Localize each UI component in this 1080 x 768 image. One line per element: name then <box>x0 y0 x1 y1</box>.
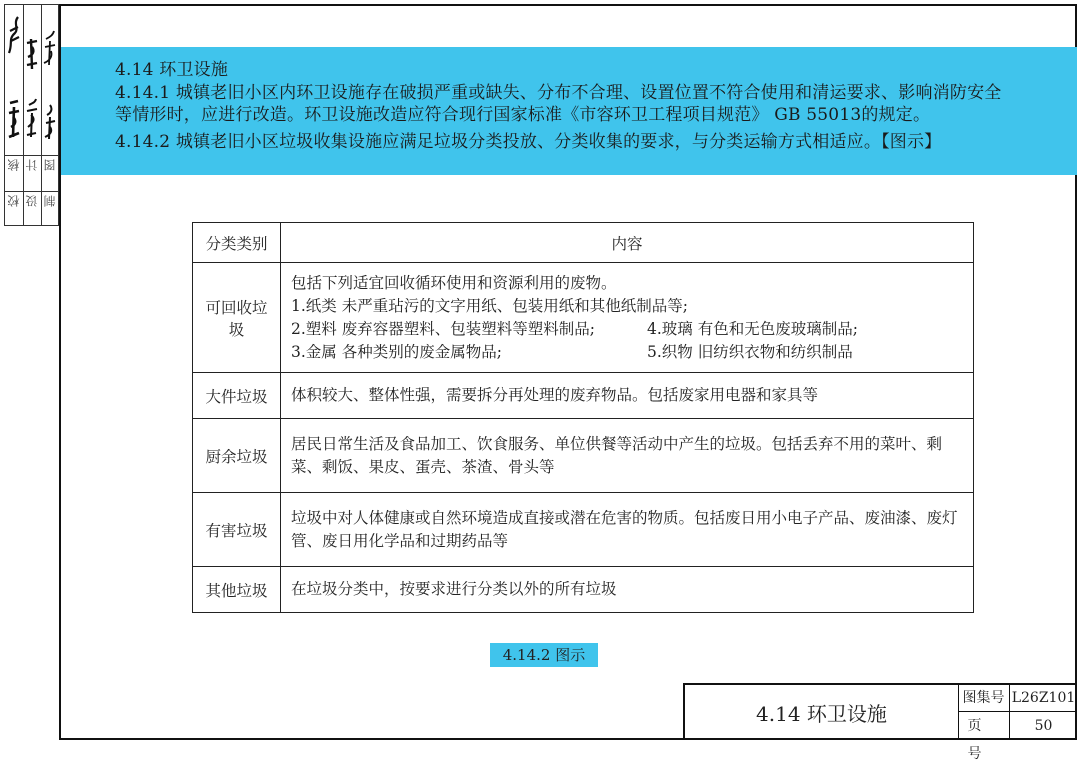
content-cell <box>281 263 974 373</box>
content-line: 4.玻璃 有色和无色废玻璃制品; <box>647 319 858 338</box>
table-header-row <box>193 223 974 263</box>
atlas-number-value: L26Z101 <box>1010 685 1077 712</box>
category-cell: 可回收垃圾 <box>193 263 281 373</box>
label-plan: 计 <box>25 159 39 171</box>
table-row <box>193 373 974 419</box>
handwritten-signature-3 <box>41 27 59 71</box>
signature-strip <box>4 4 59 226</box>
header-category: 分类类别 <box>193 223 281 263</box>
content-cell: 垃圾中对人体健康或自然环境造成直接或潜在危害的物质。包括废日用小电子产品、废油漆、废灯管、废日用化学品和过期药品等 <box>281 493 974 567</box>
label-design: 设 <box>25 195 39 207</box>
clause-4-14-1: 4.14.1 城镇老旧小区内环卫设施存在破损严重或缺失、分布不合理、设置位置不符合使用和清运要求、影响消防安全 <box>115 83 1002 103</box>
handwritten-signature-6 <box>41 97 59 141</box>
label-drawing: 图 <box>43 159 57 171</box>
content-line: 5.织物 旧纺织衣物和纺织制品 <box>647 342 853 361</box>
figure-caption: 4.14.2 图示 <box>490 643 598 667</box>
table-row <box>193 419 974 493</box>
waste-classification-table <box>192 222 974 613</box>
label-draw: 制 <box>43 195 57 207</box>
handwritten-signature-2 <box>23 29 41 73</box>
table-row <box>193 567 974 613</box>
header-content: 内容 <box>281 223 974 263</box>
handwritten-signature-1 <box>5 13 23 57</box>
page-number-label: 页号 <box>958 712 1010 740</box>
category-cell: 大件垃圾 <box>193 373 281 419</box>
atlas-number-label: 图集号 <box>958 685 1010 712</box>
handwritten-signature-5 <box>23 97 41 141</box>
clause-4-14-1-cont: 等情形时，应进行改造。环卫设施改造应符合现行国家标准《市容环卫工程项目规范》 GB 55013的规定。 <box>115 105 931 125</box>
label-review: 校 <box>7 195 21 207</box>
label-check: 核 <box>7 159 21 171</box>
content-line: 1.纸类 未严重玷污的文字用纸、包装用纸和其他纸制品等; <box>291 296 688 315</box>
table-row <box>193 493 974 567</box>
clause-4-14-2: 4.14.2 城镇老旧小区垃圾收集设施应满足垃圾分类投放、分类收集的要求，与分类运输方式相适应。【图示】 <box>115 132 942 152</box>
title-block <box>683 683 1077 762</box>
page-number-value: 50 <box>1034 718 1053 734</box>
intro-highlight <box>61 47 1077 175</box>
content-cell: 居民日常生活及食品加工、饮食服务、单位供餐等活动中产生的垃圾。包括丢弃不用的菜叶、剩菜、剩饭、果皮、蛋壳、茶渣、骨头等 <box>281 419 974 493</box>
category-cell: 有害垃圾 <box>193 493 281 567</box>
content-cell: 在垃圾分类中，按要求进行分类以外的所有垃圾 <box>281 567 974 613</box>
content-line: 2.塑料 废弃容器塑料、包装塑料等塑料制品; <box>291 319 595 338</box>
content-line: 包括下列适宜回收循环使用和资源利用的废物。 <box>291 273 617 292</box>
content-line: 3.金属 各种类别的废金属物品; <box>291 342 502 361</box>
section-heading: 4.14 环卫设施 <box>115 60 229 80</box>
drawing-title: 4.14 环卫设施 <box>685 685 959 740</box>
table-row <box>193 263 974 373</box>
category-cell: 厨余垃圾 <box>193 419 281 493</box>
category-cell: 其他垃圾 <box>193 567 281 613</box>
content-cell: 体积较大、整体性强，需要拆分再处理的废弃物品。包括废家用电器和家具等 <box>281 373 974 419</box>
handwritten-signature-4 <box>5 97 23 141</box>
